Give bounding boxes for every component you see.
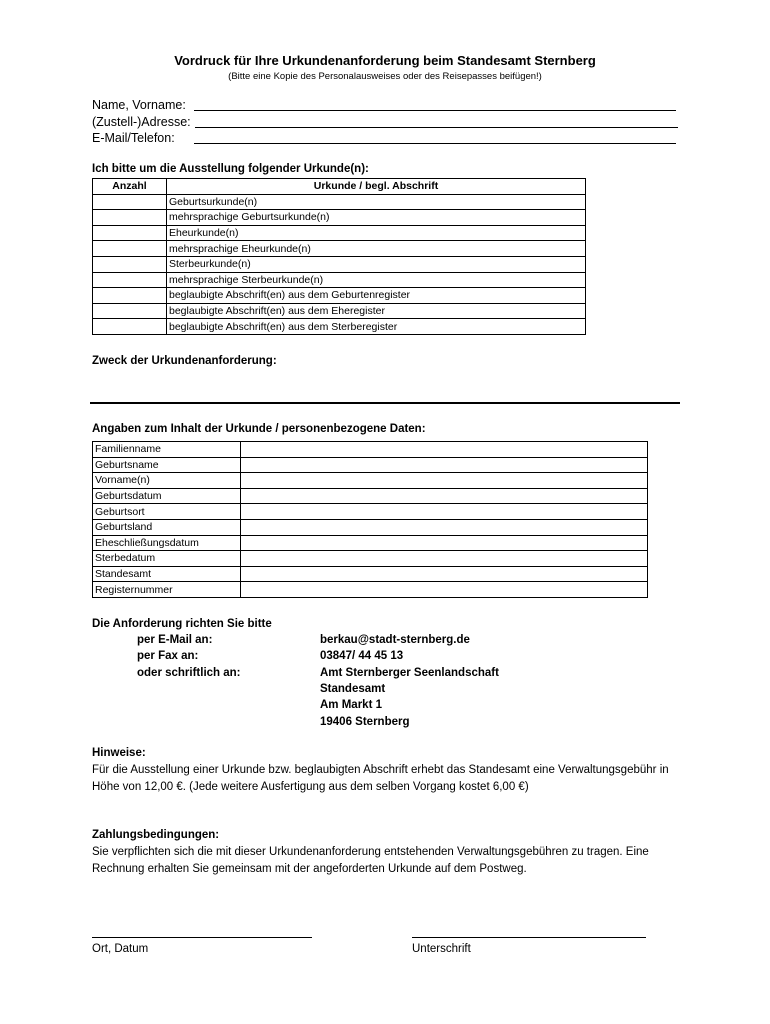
- certificate-row: [93, 272, 586, 288]
- send-fax-label: per Fax an:: [137, 650, 199, 662]
- address-line: Standesamt: [320, 683, 386, 696]
- certificate-type-cell: beglaubigte Abschrift(en) aus dem Sterberegister: [167, 319, 586, 335]
- personal-data-row: [93, 504, 648, 520]
- personal-data-table: [92, 441, 648, 598]
- certificate-type-cell: Geburtsurkunde(n): [167, 194, 586, 210]
- personal-data-row: [93, 488, 648, 504]
- certificate-row: [93, 256, 586, 272]
- send-email-value[interactable]: berkau@stadt-sternberg.de: [320, 634, 470, 646]
- personal-data-value-cell[interactable]: [241, 473, 648, 489]
- address-row: [92, 114, 678, 130]
- certificate-count-cell[interactable]: [93, 210, 167, 226]
- purpose-heading: Zweck der Urkundenanforderung:: [92, 355, 277, 367]
- email-label: E-Mail/Telefon:: [92, 131, 175, 145]
- personal-data-value-cell[interactable]: [241, 504, 648, 520]
- send-email-label: per E-Mail an:: [137, 634, 213, 646]
- place-date-label: Ort, Datum: [92, 943, 149, 955]
- certificate-count-cell[interactable]: [93, 225, 167, 241]
- certificate-type-cell: Sterbeurkunde(n): [167, 256, 586, 272]
- address-line: 19406 Sternberg: [320, 715, 410, 728]
- send-intro: Die Anforderung richten Sie bitte: [92, 618, 272, 630]
- personal-data-value-cell[interactable]: [241, 535, 648, 551]
- certificates-table: [92, 178, 586, 335]
- name-field[interactable]: [194, 110, 676, 111]
- notes-text: Für die Ausstellung einer Urkunde bzw. beglaubigten Abschrift erhebt das Standesamt eine Verwaltungsgebühr in Höhe von 12,00 €. (Jede weitere Ausfertigung aus dem selben Vorgang kostet 6,00 €): [92, 764, 669, 793]
- personal-data-label: Geburtsland: [93, 519, 241, 535]
- purpose-field[interactable]: [90, 402, 680, 404]
- send-post-label: oder schriftlich an:: [137, 667, 241, 679]
- email-field[interactable]: [194, 143, 676, 144]
- certificate-row: [93, 210, 586, 226]
- personal-data-heading: Angaben zum Inhalt der Urkunde / personenbezogene Daten:: [92, 423, 426, 435]
- personal-data-value-cell[interactable]: [241, 488, 648, 504]
- personal-data-row: [93, 442, 648, 458]
- certificate-count-cell[interactable]: [93, 194, 167, 210]
- certificates-heading: Ich bitte um die Ausstellung folgender Urkunde(n):: [92, 163, 369, 175]
- count-column-header: Anzahl: [93, 179, 167, 195]
- certificate-count-cell[interactable]: [93, 303, 167, 319]
- name-label: Name, Vorname:: [92, 98, 186, 112]
- type-column-header: Urkunde / begl. Abschrift: [167, 179, 586, 195]
- email-row: [92, 130, 676, 146]
- notes-heading: Hinweise:: [92, 747, 146, 759]
- certificate-type-cell: Eheurkunde(n): [167, 225, 586, 241]
- personal-data-label: Geburtsort: [93, 504, 241, 520]
- personal-data-row: [93, 535, 648, 551]
- certificate-count-cell[interactable]: [93, 256, 167, 272]
- certificate-row: [93, 225, 586, 241]
- address-line: Amt Sternberger Seenlandschaft: [320, 667, 499, 679]
- personal-data-value-cell[interactable]: [241, 457, 648, 473]
- personal-data-label: Standesamt: [93, 566, 241, 582]
- personal-data-label: Registernummer: [93, 582, 241, 598]
- personal-data-value-cell[interactable]: [241, 582, 648, 598]
- certificate-count-cell[interactable]: [93, 241, 167, 257]
- personal-data-label: Familienname: [93, 442, 241, 458]
- certificate-type-cell: mehrsprachige Geburtsurkunde(n): [167, 210, 586, 226]
- payment-text: Sie verpflichten sich die mit dieser Urkundenanforderung entstehenden Verwaltungsgebühren zu tragen. Eine Rechnung erhalten Sie gemeinsam mit der angeforderten Urkunde auf dem Postweg.: [92, 846, 649, 875]
- certificate-count-cell[interactable]: [93, 319, 167, 335]
- personal-data-row: [93, 582, 648, 598]
- personal-data-label: Geburtsname: [93, 457, 241, 473]
- place-date-field[interactable]: [92, 937, 312, 938]
- certificate-row: [93, 241, 586, 257]
- signature-field[interactable]: [412, 937, 646, 938]
- personal-data-value-cell[interactable]: [241, 551, 648, 567]
- personal-data-row: [93, 551, 648, 567]
- personal-data-row: [93, 473, 648, 489]
- personal-data-row: [93, 519, 648, 535]
- personal-data-label: Eheschließungsdatum: [93, 535, 241, 551]
- certificate-type-cell: beglaubigte Abschrift(en) aus dem Eheregister: [167, 303, 586, 319]
- personal-data-label: Sterbedatum: [93, 551, 241, 567]
- certificates-header-row: [93, 179, 586, 195]
- name-row: [92, 97, 676, 113]
- personal-data-value-cell[interactable]: [241, 442, 648, 458]
- address-line: Am Markt 1: [320, 699, 382, 712]
- certificate-row: [93, 194, 586, 210]
- postal-address: [320, 665, 499, 730]
- form-title: Vordruck für Ihre Urkundenanforderung beim Standesamt Sternberg: [174, 53, 596, 68]
- send-fax-value: 03847/ 44 45 13: [320, 650, 404, 662]
- certificate-type-cell: mehrsprachige Eheurkunde(n): [167, 241, 586, 257]
- personal-data-row: [93, 566, 648, 582]
- personal-data-value-cell[interactable]: [241, 566, 648, 582]
- personal-data-label: Geburtsdatum: [93, 488, 241, 504]
- certificate-type-cell: beglaubigte Abschrift(en) aus dem Geburtenregister: [167, 288, 586, 304]
- certificate-count-cell[interactable]: [93, 272, 167, 288]
- address-field[interactable]: [195, 127, 678, 128]
- certificate-row: [93, 288, 586, 304]
- certificate-row: [93, 319, 586, 335]
- certificate-count-cell[interactable]: [93, 288, 167, 304]
- certificate-type-cell: mehrsprachige Sterbeurkunde(n): [167, 272, 586, 288]
- personal-data-row: [93, 457, 648, 473]
- payment-heading: Zahlungsbedingungen:: [92, 829, 220, 841]
- personal-data-value-cell[interactable]: [241, 519, 648, 535]
- personal-data-label: Vorname(n): [93, 473, 241, 489]
- signature-label: Unterschrift: [412, 943, 471, 955]
- certificate-row: [93, 303, 586, 319]
- address-label: (Zustell-)Adresse:: [92, 115, 191, 129]
- form-subtitle: (Bitte eine Kopie des Personalausweises oder des Reisepasses beifügen!): [228, 71, 542, 82]
